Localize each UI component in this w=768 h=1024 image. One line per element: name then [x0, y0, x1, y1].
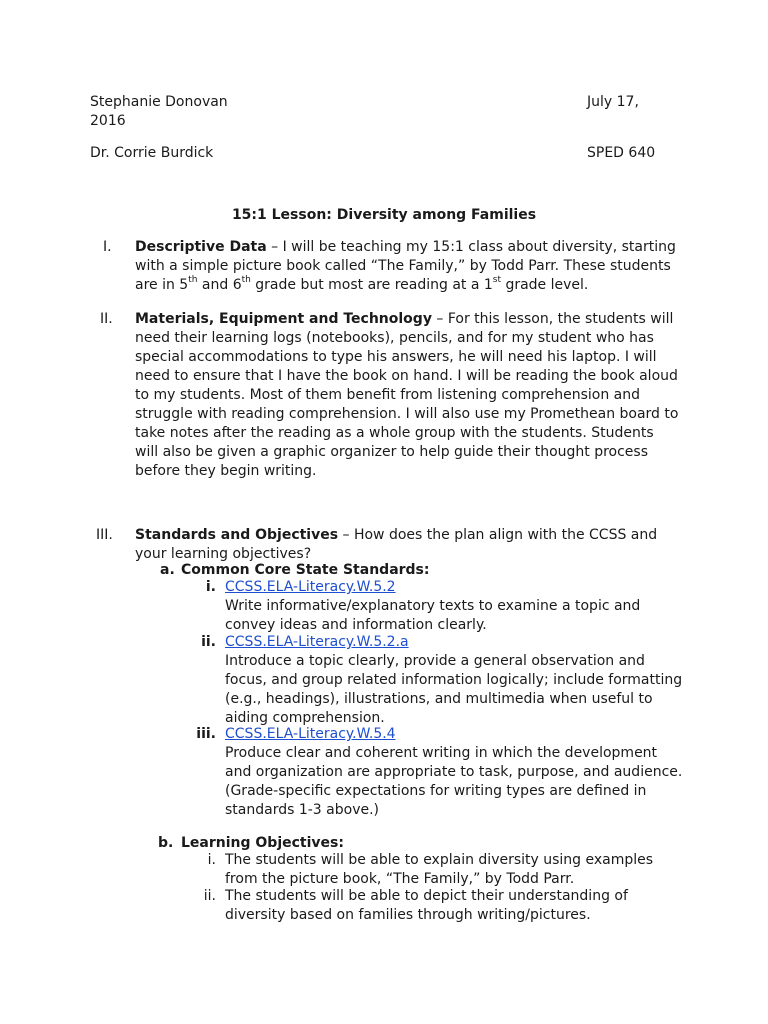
- section-2-heading: Materials, Equipment and Technology: [135, 311, 432, 327]
- section-3-text: – How does the plan align with the CCSS and your learning objectives?: [135, 527, 658, 562]
- standard-2: [225, 633, 685, 728]
- section-1-text-a: – I will be teaching my 15:1 class about diversity, starting with a simple picture book called “The Family,” by Todd Parr. These students are in 5: [135, 239, 676, 293]
- section-1-sup-1: th: [188, 275, 198, 286]
- standard-3-link[interactable]: CCSS.ELA-Literacy.W.5.4: [225, 726, 396, 742]
- objective-1-text: The students will be able to explain diversity using examples from the picture book, “The Family,” by Todd Parr.: [225, 852, 654, 887]
- course-code: SPED 640: [587, 145, 656, 161]
- section-2-body: [135, 310, 680, 481]
- section-3-heading: Standards and Objectives: [135, 527, 339, 543]
- standard-1-link[interactable]: CCSS.ELA-Literacy.W.5.2: [225, 579, 396, 595]
- standard-2-numeral: ii.: [201, 634, 216, 650]
- section-3-body: [135, 526, 680, 564]
- section-1-text-c: grade but most are reading at a 1: [250, 277, 493, 293]
- subsection-a-heading: Common Core State Standards:: [181, 562, 430, 578]
- subsection-a-label: a.: [160, 562, 175, 578]
- section-1-text-b: and 6: [197, 277, 242, 293]
- objective-2-text: The students will be able to depict their understanding of diversity based on families through writing/pictures.: [225, 888, 628, 923]
- section-1-text-d: grade level.: [501, 277, 589, 293]
- standard-1-numeral: i.: [205, 579, 216, 595]
- section-2-text: – For this lesson, the students will need their learning logs (notebooks), pencils, and for my student who has special accommodations to type his answers, he will need his laptop. I will need to ensure that I have the book on hand. I will be reading the book aloud to my students. Most of them benefit from listening comprehension and struggle with reading comprehension. I will also use my Promethean board to take notes after the reading as a whole group with the students. Students will also be given a graphic organizer to help guide their thought process before they begin writing.: [135, 311, 679, 479]
- author-name: Stephanie Donovan: [90, 94, 228, 110]
- standard-1-text: Write informative/explanatory texts to examine a topic and convey ideas and information clearly.: [225, 598, 641, 633]
- standard-2-link[interactable]: CCSS.ELA-Literacy.W.5.2.a: [225, 634, 409, 650]
- section-1-body: [135, 238, 680, 295]
- date-line-1: July 17,: [587, 94, 639, 110]
- standard-3-text: Produce clear and coherent writing in which the development and organization are appropriate to task, purpose, and audience. (Grade-specific expectations for writing types are defined in standards 1-3 above.): [225, 745, 683, 818]
- section-1-sup-3: st: [492, 275, 501, 286]
- section-2-numeral: II.: [100, 311, 113, 327]
- date-line-2: 2016: [90, 113, 126, 129]
- standard-2-text: Introduce a topic clearly, provide a general observation and focus, and group related information logically; include formatting (e.g., headings), illustrations, and multimedia when useful to aiding comprehension.: [225, 653, 683, 726]
- lesson-title: 15:1 Lesson: Diversity among Families: [231, 207, 537, 223]
- section-1-sup-2: th: [241, 275, 251, 286]
- objective-1-numeral: i.: [207, 852, 216, 868]
- objective-2-numeral: ii.: [203, 888, 216, 904]
- subsection-b-label: b.: [158, 835, 174, 851]
- section-3-numeral: III.: [96, 527, 113, 543]
- standard-1: [225, 578, 685, 635]
- standard-3: [225, 725, 685, 820]
- instructor-name: Dr. Corrie Burdick: [90, 145, 214, 161]
- section-1-numeral: I.: [103, 239, 112, 255]
- standard-3-numeral: iii.: [196, 726, 216, 742]
- subsection-b-heading: Learning Objectives:: [181, 835, 344, 851]
- section-1-heading: Descriptive Data: [135, 239, 267, 255]
